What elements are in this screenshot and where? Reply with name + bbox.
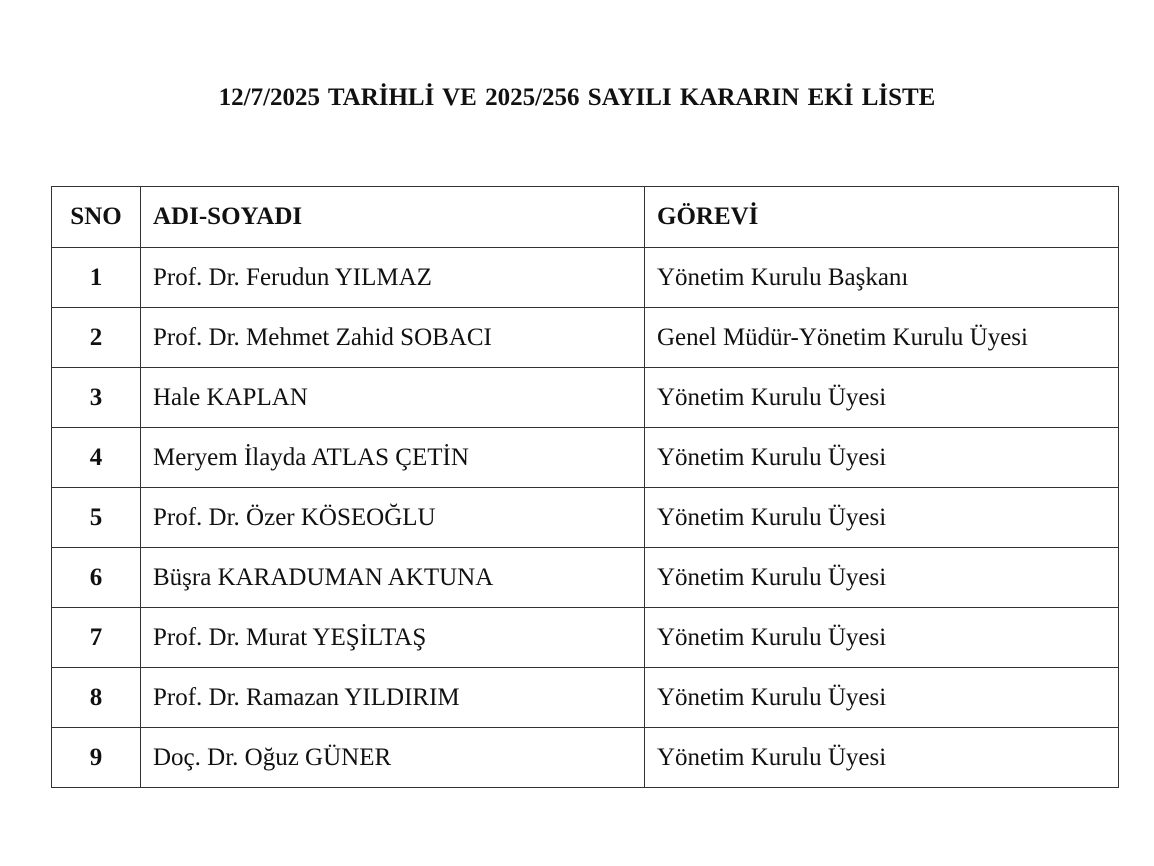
cell-name: Prof. Dr. Mehmet Zahid SOBACI (141, 308, 645, 368)
cell-name: Prof. Dr. Murat YEŞİLTAŞ (141, 608, 645, 668)
cell-role: Yönetim Kurulu Üyesi (645, 488, 1119, 548)
cell-role: Yönetim Kurulu Üyesi (645, 368, 1119, 428)
cell-name: Prof. Dr. Ramazan YILDIRIM (141, 668, 645, 728)
table-row (52, 248, 1119, 308)
cell-role: Yönetim Kurulu Üyesi (645, 428, 1119, 488)
table-row (52, 488, 1119, 548)
cell-sno: 1 (52, 248, 141, 308)
cell-name: Prof. Dr. Özer KÖSEOĞLU (141, 488, 645, 548)
cell-sno: 7 (52, 608, 141, 668)
table-row (52, 728, 1119, 788)
header-role: GÖREVİ (645, 187, 1119, 248)
cell-name: Hale KAPLAN (141, 368, 645, 428)
cell-sno: 6 (52, 548, 141, 608)
cell-sno: 8 (52, 668, 141, 728)
table-row (52, 608, 1119, 668)
document-title: 12/7/2025 TARİHLİ VE 2025/256 SAYILI KARARIN EKİ LİSTE (218, 84, 936, 111)
header-name: ADI-SOYADI (141, 187, 645, 248)
table-header-row (52, 187, 1119, 248)
cell-name: Doç. Dr. Oğuz GÜNER (141, 728, 645, 788)
cell-role: Yönetim Kurulu Üyesi (645, 728, 1119, 788)
table-row (52, 368, 1119, 428)
cell-role: Genel Müdür-Yönetim Kurulu Üyesi (645, 308, 1119, 368)
cell-role: Yönetim Kurulu Üyesi (645, 548, 1119, 608)
cell-sno: 3 (52, 368, 141, 428)
cell-sno: 9 (52, 728, 141, 788)
table-row (52, 548, 1119, 608)
cell-role: Yönetim Kurulu Başkanı (645, 248, 1119, 308)
table-row (52, 668, 1119, 728)
cell-name: Prof. Dr. Ferudun YILMAZ (141, 248, 645, 308)
table-row (52, 428, 1119, 488)
cell-sno: 5 (52, 488, 141, 548)
cell-name: Meryem İlayda ATLAS ÇETİN (141, 428, 645, 488)
table-row (52, 308, 1119, 368)
cell-role: Yönetim Kurulu Üyesi (645, 608, 1119, 668)
cell-sno: 2 (52, 308, 141, 368)
member-table (51, 186, 1119, 788)
cell-role: Yönetim Kurulu Üyesi (645, 668, 1119, 728)
cell-name: Büşra KARADUMAN AKTUNA (141, 548, 645, 608)
cell-sno: 4 (52, 428, 141, 488)
header-sno: SNO (52, 187, 141, 248)
